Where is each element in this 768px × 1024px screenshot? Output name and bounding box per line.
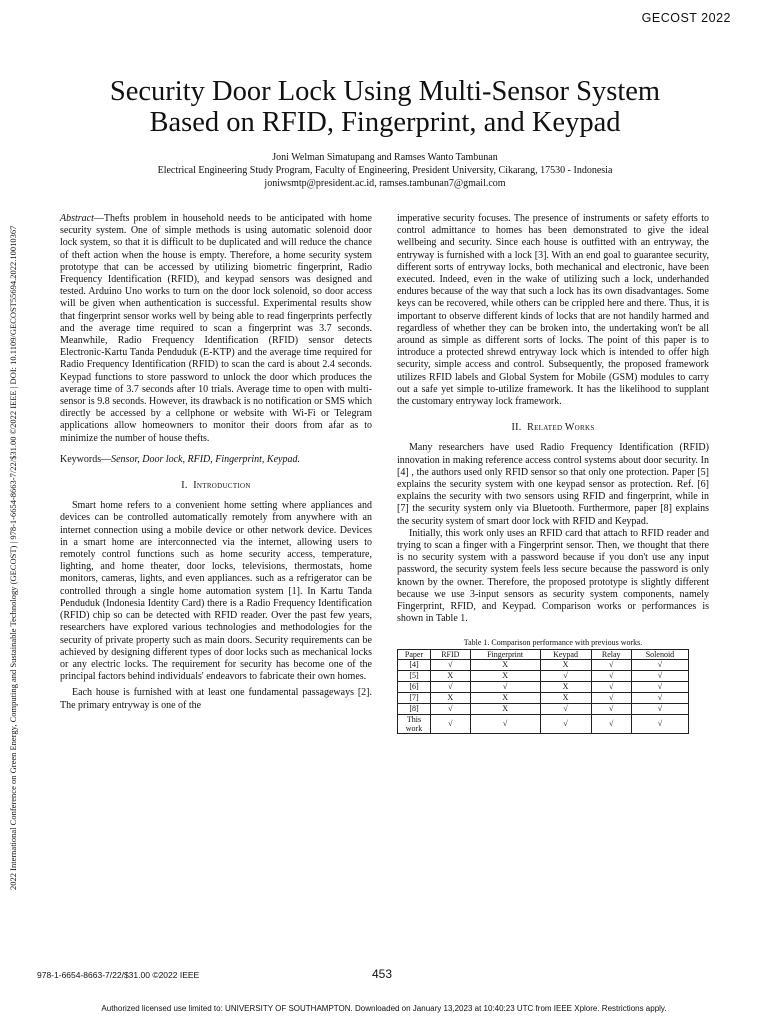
table-header-cell: Solenoid — [631, 649, 688, 659]
intro-paragraph-1: Smart home refers to a convenient home setting where appliances and devices can be controlled automatically remotely from anywhere with an internet connection using a mobile device or other network device. Devices in a smart home are interconnected via the internet, allowing users to remotely control functions such as home security access, temperature, lighting, and home theater, door locks, televisions, thermostats, home monitors, cameras, lights, and even appliances. such as a refrigerator can be controlled through a single home automation system [1]. In Kartu Tanda Penduduk (Indonesia Identity Card) there is a Radio Frequency Identification (RFID) chip so can be detected with RFID reader. Over the past few years, researchers have explored various technologies and methodologies for the security of private property such as main doors. Security requirements can be achieved by designing different types of door locks such as mechanical locks or any electric locks. The requirement for security has become one of the principal factors behind individuals' endeavors to fabricate their own homes. — [60, 500, 372, 683]
keywords-value: Sensor, Door lock, RFID, Fingerprint, Keypad. — [111, 453, 300, 465]
table-cell: √ — [631, 681, 688, 692]
table-cell: √ — [591, 670, 631, 681]
right-column — [397, 213, 709, 734]
table-cell: √ — [431, 659, 471, 670]
section-number: I. — [181, 480, 188, 492]
related-paragraph-2: Initially, this work only uses an RFID card that attach to RFID reader and trying to scan a finger with a Fingerprint sensor. Then, we thought that there is no security system with a password because if you don't use any input password, the security system feels less secure because the password is only known by the owner. Therefore, the proposed prototype is slightly different because we use 3-input sensors as security system components, namely Fingerprint, RFID, and Keypad. Comparison works or performances is shown in Table 1. — [397, 527, 709, 625]
table-row — [398, 714, 689, 733]
table-cell: √ — [591, 703, 631, 714]
footer-isbn: 978-1-6654-8663-7/22/$31.00 ©2022 IEEE — [37, 970, 200, 980]
keywords-label: Keywords— — [60, 453, 112, 465]
left-column — [60, 213, 372, 712]
table-cell: √ — [591, 659, 631, 670]
abstract — [60, 213, 372, 445]
author-names: Joni Welman Simatupang and Ramses Wanto Tambunan — [272, 152, 498, 163]
section-number: II. — [511, 422, 522, 434]
comparison-table — [397, 649, 689, 734]
author-affiliation: Electrical Engineering Study Program, Faculty of Engineering, President University, Cikarang, 17530 - Indonesia — [157, 165, 613, 176]
table-cell: √ — [631, 714, 688, 733]
paper-title — [40, 76, 730, 138]
table-cell: √ — [631, 670, 688, 681]
table-cell: √ — [631, 659, 688, 670]
table-row — [398, 681, 689, 692]
table-cell: √ — [540, 703, 591, 714]
conference-name: GECOST 2022 — [641, 11, 731, 25]
section-title: Related Works — [527, 422, 595, 434]
table-header-cell: Keypad — [540, 649, 591, 659]
table-header-cell: Paper — [398, 649, 431, 659]
table-cell: [4] — [398, 659, 431, 670]
table-cell: √ — [431, 681, 471, 692]
table-cell: X — [540, 659, 591, 670]
table-header-cell: Fingerprint — [470, 649, 540, 659]
table-cell: X — [470, 659, 540, 670]
table-row — [398, 692, 689, 703]
related-paragraph-1: Many researchers have used Radio Frequency Identification (RFID) innovation in making reference access control systems about door security. In [4] , the authors used only RFID sensor so that only one protection. Paper [5] explains the security system with one keypad sensor as protection. Ref. [6] explains the security with two sensors using RFID and fingerprint, while in [7] the security system only via Bluetooth. Furthermore, paper [8] explains the security system of smart door lock with RFID and Keypad. — [397, 442, 709, 527]
table-cell: √ — [631, 692, 688, 703]
page-number: 453 — [372, 967, 393, 981]
table-cell: X — [470, 692, 540, 703]
keywords — [60, 454, 372, 466]
table-cell: √ — [631, 703, 688, 714]
abstract-label: Abstract — [60, 213, 94, 224]
table-cell: √ — [470, 714, 540, 733]
table-row — [398, 659, 689, 670]
table-caption: Table 1. Comparison performance with previous works. — [463, 637, 643, 647]
table-cell: √ — [591, 692, 631, 703]
table-cell: √ — [540, 670, 591, 681]
intro-paragraph-2: Each house is furnished with at least one fundamental passageways [2]. The primary entryway is one of the — [60, 687, 372, 711]
title-line-2: Based on RFID, Fingerprint, and Keypad — [149, 107, 621, 138]
table-cell: [6] — [398, 681, 431, 692]
table-header-cell: RFID — [431, 649, 471, 659]
table-cell: [7] — [398, 692, 431, 703]
table-row — [398, 670, 689, 681]
table-cell: √ — [470, 681, 540, 692]
doi-sidebar-text: 2022 International Conference on Green Energy, Computing and Sustainable Technology (GECOST) | 978-1-6654-8663-7/22/$31.00 ©2022 IEEE | DOI: 10.1109/GECOST55694.2022.10010367 — [8, 225, 18, 890]
table-cell: This work — [398, 714, 431, 733]
table-cell: X — [470, 703, 540, 714]
abstract-text: Thefts problem in household needs to be anticipated with home security system. One of simple methods is using automatic solenoid door lock system, so that it is difficult to be duplicated and will reduce the chance of theft action when the house is empty. Therefore, a home security system prototype that can be accessed by utilizing biometric fingerprint, Radio Frequency Identification (RFID), and keypad sensors was designed and tested. Arduino Uno works to turn on the door lock solenoid, so door access will be given when authentication is successful. Experimental results show that fingerprint sensor works well by being able to read fingerprints perfectly and the average time required to scan a fingerprint was 3.7 seconds. Meanwhile, Radio Frequency Identification (RFID) sensor detects Electronic-Kartu Tanda Penduduk (E-KTP) and the average time required for Radio Frequency Identification (RFID) to scan the card is about 2.4 seconds. Keypad functions to store password to unlock the door which produces the average time of 3.7 seconds after 10 trials. Average time to open with multi-sensor is 9.8 seconds. However, its drawback is no notification or SMS which directly be accessed by a cellphone or website with Wi-Fi or Telegram applications allow homeowners to monitor their doors from afar as to minimize the number of house thefts. — [60, 213, 372, 444]
intro-paragraph-continued: imperative security focuses. The presence of instruments or safety efforts to control admittance to homes has been demonstrated to give the ideal wellbeing and security. Since each house is outfitted with an entryway, the entryway is furnished with a lock [3]. With an end goal to guarantee security, different sorts of entryway locks, both mechanical and electronic, have been executed. Indeed, even in the wake of utilizing such a lock, underhanded endures because of the way that such a lock has its own disadvantages. Some keys can be recovered, while others can be crippled here and there. Thus, it is important to observe different kinds of locks that are not handily harmed and regardless of whether they can be broken into, the undertaking won't be all around as simple as different sorts of locks. The point of this paper is to introduce a protected shrewd entryway lock which is intended to offer high security, simple access and control. Subsequently, the proposed framework utilizes RFID labels and Global System for Mobile (GSM) modules to carry out a safe yet simple to-utilize framework. It has the likelihood to supplant the customary entryway lock framework. — [397, 213, 709, 408]
section-title: Introduction — [193, 480, 251, 492]
abstract-dash: — — [93, 213, 104, 224]
author-emails: joniwsmtp@president.ac.id, ramses.tambunan7@gmail.com — [264, 178, 506, 189]
section-heading-related-works — [397, 422, 709, 434]
license-notice: Authorized licensed use limited to: UNIVERSITY OF SOUTHAMPTON. Downloaded on January 13,2023 at 10:40:23 UTC from IEEE Xplore. Restrictions apply. — [101, 1004, 667, 1013]
table-cell: X — [470, 670, 540, 681]
table-cell: [5] — [398, 670, 431, 681]
title-line-1: Security Door Lock Using Multi-Sensor System — [109, 76, 661, 107]
section-heading-introduction — [60, 480, 372, 492]
table-row — [398, 703, 689, 714]
table-cell: [8] — [398, 703, 431, 714]
table-cell: √ — [431, 703, 471, 714]
table-cell: √ — [591, 681, 631, 692]
table-cell: X — [540, 692, 591, 703]
author-block — [40, 151, 730, 190]
table-cell: √ — [431, 714, 471, 733]
doi-sidebar — [6, 130, 16, 890]
table-cell: √ — [591, 714, 631, 733]
table-header-row — [398, 649, 689, 659]
table-cell: X — [540, 681, 591, 692]
table-cell: X — [431, 670, 471, 681]
table-cell: X — [431, 692, 471, 703]
table-header-cell: Relay — [591, 649, 631, 659]
table-cell: √ — [540, 714, 591, 733]
